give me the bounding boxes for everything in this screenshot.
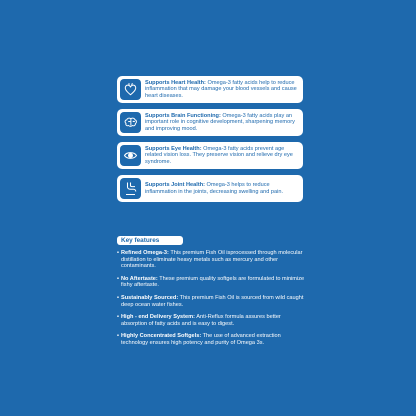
benefit-card-heart: [117, 76, 303, 103]
benefit-title: Supports Eye Health:: [145, 145, 202, 152]
benefit-card-eye: [117, 142, 303, 169]
feature-item: [117, 333, 307, 346]
benefit-card-joint: [117, 175, 303, 202]
feature-item: [117, 295, 307, 308]
bullet-icon: •: [117, 275, 119, 282]
feature-text: This premium Fish Oil isprocessed through molecular distillation to eliminate heavy metals such as mercury and other contaminants.: [121, 250, 303, 270]
feature-item: [117, 250, 307, 270]
benefit-text: Omega-3 fatty acids play an important role in cognitive development, sharpening memory and improving mood.: [145, 112, 295, 132]
heart-icon: [120, 79, 141, 100]
benefit-title: Supports Joint Health:: [145, 181, 205, 188]
benefit-text: Omega-3 helps to reduce inflammation in the joints, decreasing swelling and pain.: [145, 181, 284, 195]
benefit-text: Omega-3 fatty acids help to reduce inflammation that may damage your blood vessels and cause heart diseases.: [145, 79, 297, 99]
bullet-icon: •: [117, 333, 119, 340]
benefit-title: Supports Heart Health:: [145, 79, 206, 86]
benefit-text: Omega-3 fatty acids prevent age related vision loss. They preserve vision and relieve dry eye syndrome.: [145, 145, 293, 165]
feature-text: These premium quality softgels are formulated to minimize fishy aftertaste.: [121, 275, 305, 289]
bullet-icon: •: [117, 314, 119, 321]
feature-title: Refined Omega-3:: [121, 250, 169, 256]
benefits-list: [117, 76, 303, 208]
feature-text: Anti-Reflux formula assures better absorption of fatty acids and is easy to digest.: [121, 314, 281, 327]
feature-title: No Aftertaste:: [121, 275, 158, 282]
feature-item: [117, 314, 307, 327]
feature-text: This premium Fish Oil is sourced from wild caught deep ocean water fishes.: [121, 294, 304, 308]
brain-icon: [120, 112, 141, 133]
key-features: [117, 229, 307, 353]
feature-title: Sustainably Sourced:: [121, 294, 179, 301]
bullet-icon: •: [117, 250, 119, 256]
joint-icon: [120, 178, 141, 199]
bullet-icon: •: [117, 294, 119, 301]
feature-item: [117, 276, 307, 289]
benefit-card-brain: [117, 109, 303, 136]
feature-title: Highly Concentrated Softgels:: [121, 333, 202, 340]
feature-title: High - end Delivery System:: [121, 314, 195, 321]
eye-icon: [120, 145, 141, 166]
key-features-heading: Key features: [117, 236, 183, 245]
benefit-title: Supports Brain Functioning:: [145, 112, 221, 119]
feature-text: The use of advanced extraction technology ensures high potency and purity of Omega 3s.: [121, 333, 281, 346]
